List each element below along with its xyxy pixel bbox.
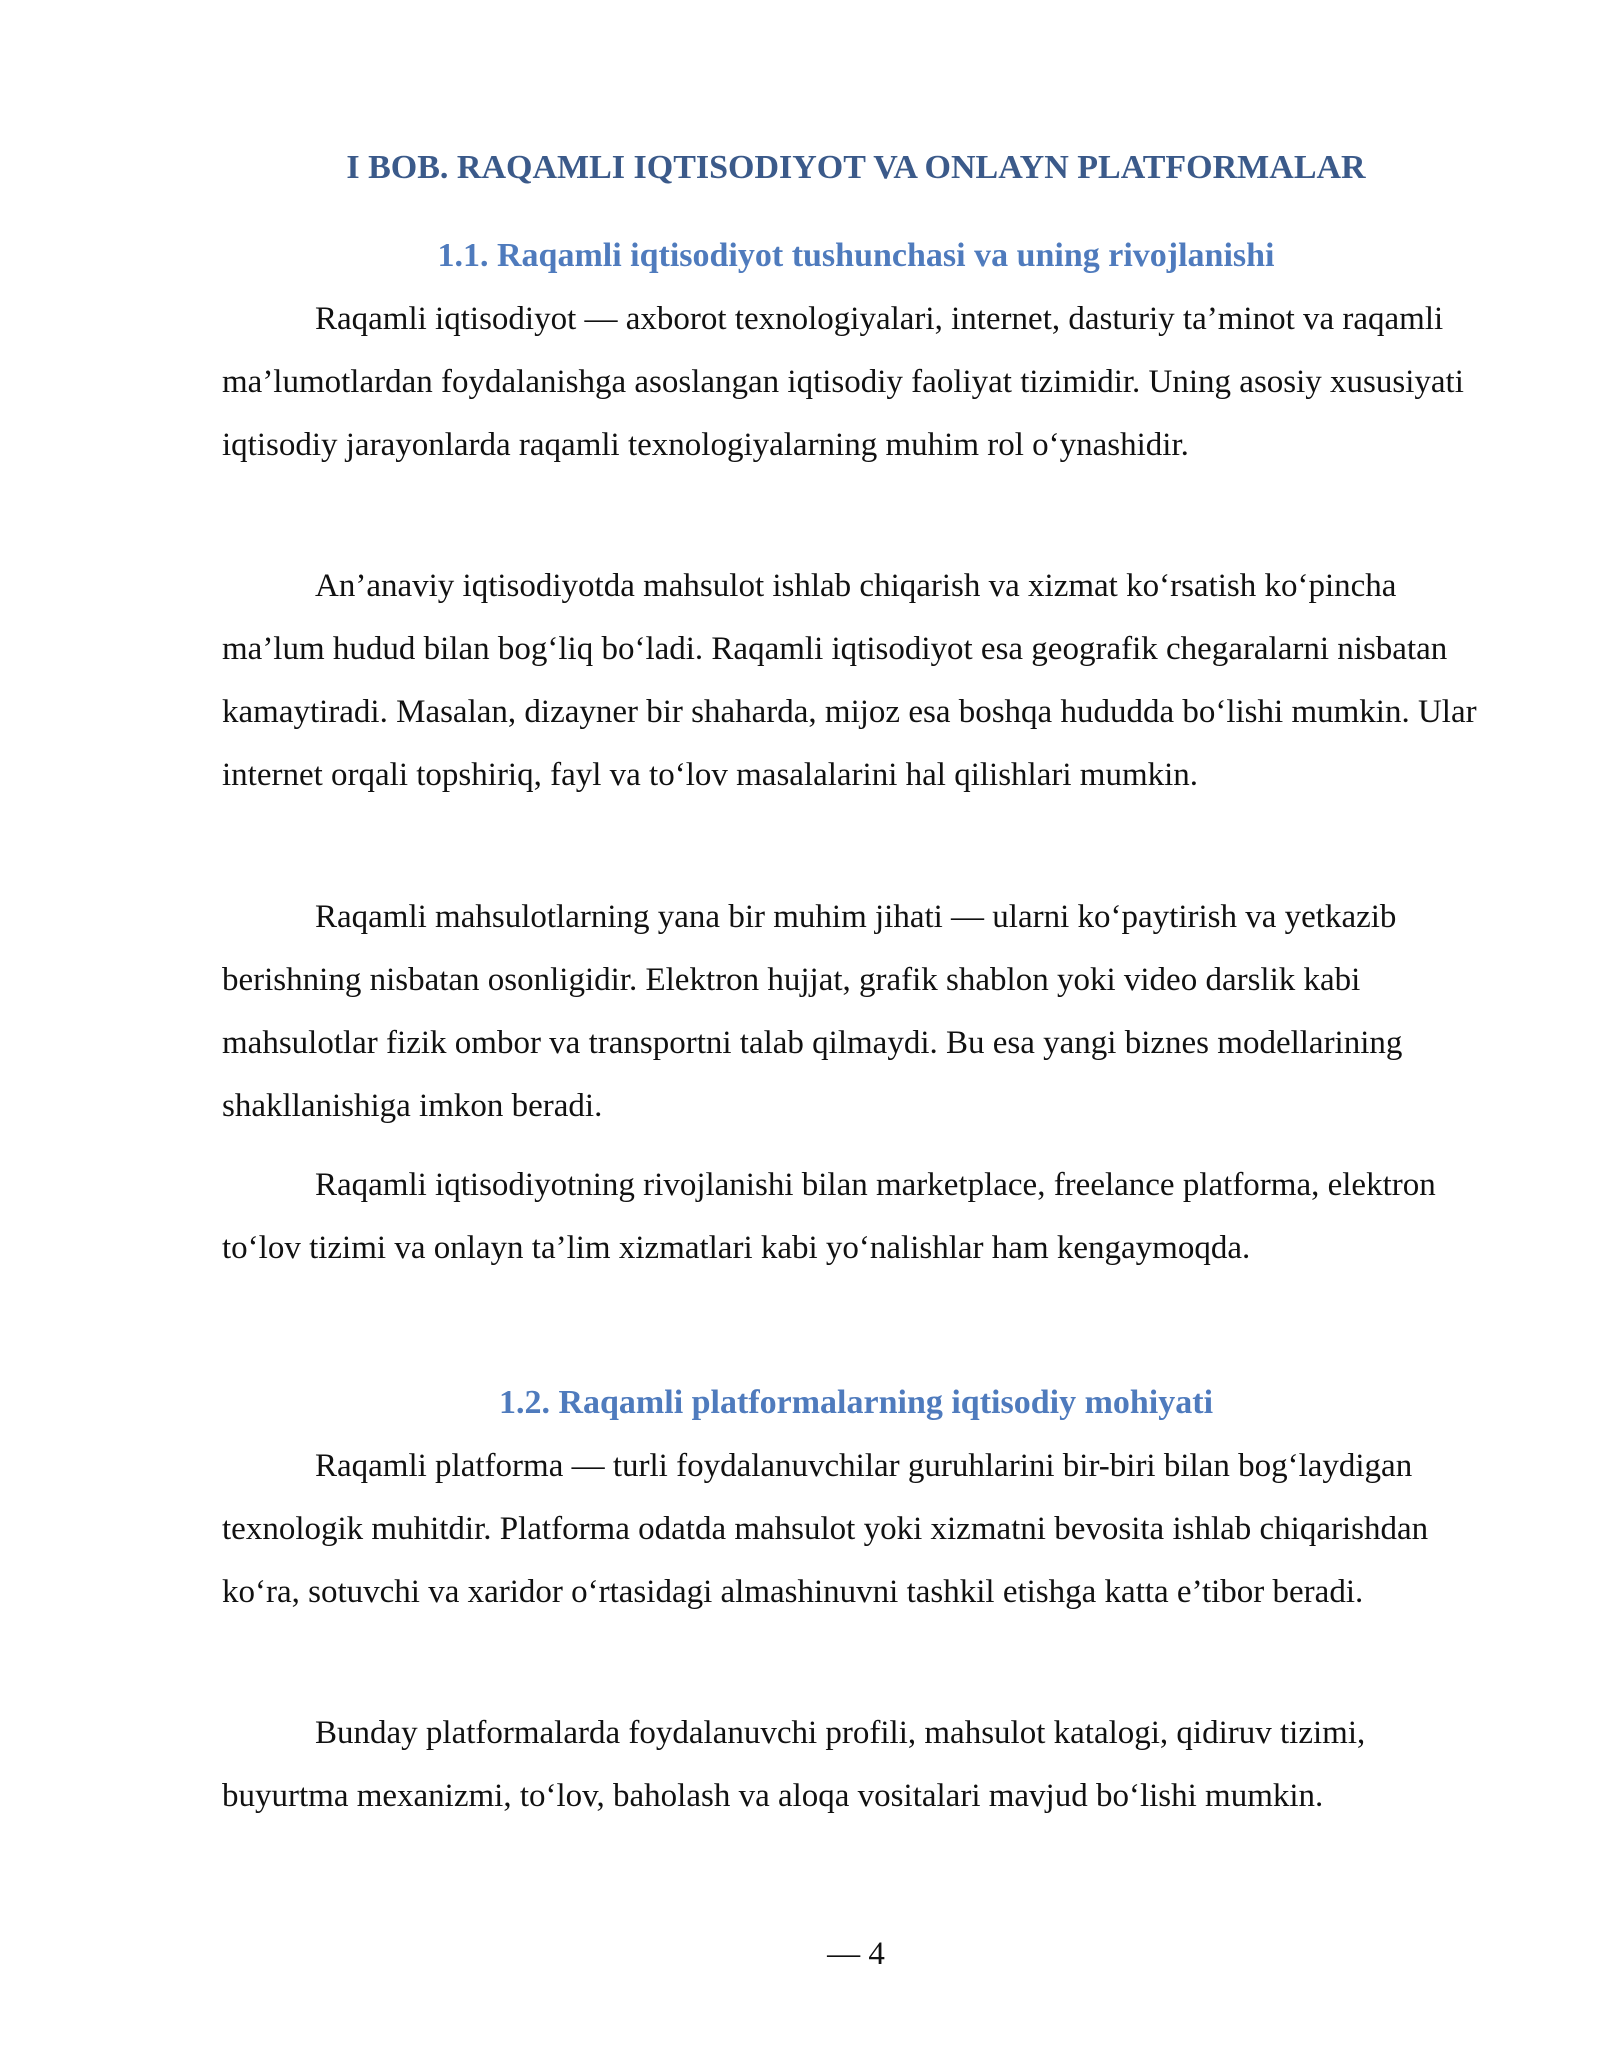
section-title-1-1: 1.1. Raqamli iqtisodiyot tushunchasi va uning rivojlanishi bbox=[437, 237, 1275, 274]
paragraph: Raqamli iqtisodiyotning rivojlanishi bilan marketplace, freelance platforma, elektron to‘lov tizimi va onlayn ta’lim xizmatlari kabi yo‘nalishlar ham kengaymoqda. bbox=[222, 1167, 1436, 1266]
chapter-title: I BOB. RAQAMLI IQTISODIYOT VA ONLAYN PLATFORMALAR bbox=[346, 149, 1366, 186]
paragraph: Raqamli iqtisodiyot — axborot texnologiyalari, internet, dasturiy ta’minot va raqamli ma’lumotlardan foydalanishga asoslangan iqtisodiy faoliyat tizimidir. Uning asosiy xususiyati iqtisodiy jarayonlarda raqamli texnologiyalarning muhim rol o‘ynashidir. bbox=[222, 301, 1464, 463]
paragraph: Bunday platformalarda foydalanuvchi profili, mahsulot katalogi, qidiruv tizimi, buyurtma mexanizmi, to‘lov, baholash va aloqa vositalari mavjud bo‘lishi mumkin. bbox=[222, 1715, 1366, 1814]
page-number: — 4 bbox=[827, 1936, 885, 1972]
section-title-1-2: 1.2. Raqamli platformalarning iqtisodiy mohiyati bbox=[498, 1384, 1214, 1421]
paragraph: An’anaviy iqtisodiyotda mahsulot ishlab chiqarish va xizmat ko‘rsatish ko‘pincha ma’lum hudud bilan bog‘liq bo‘ladi. Raqamli iqtisodiyot esa geografik chegaralarni nisbatan kamaytiradi. Masalan, dizayner bir shaharda, mijoz esa boshqa hududda bo‘lishi mumkin. Ular internet orqali topshiriq, fayl va to‘lov masalalarini hal qilishlari mumkin. bbox=[222, 568, 1477, 793]
paragraph: Raqamli mahsulotlarning yana bir muhim jihati — ularni ko‘paytirish va yetkazib berishning nisbatan osonligidir. Elektron hujjat, grafik shablon yoki video darslik kabi mahsulotlar fizik ombor va transportni talab qilmaydi. Bu esa yangi biznes modellarining shakllanishiga imkon beradi. bbox=[222, 899, 1403, 1124]
paragraph: Raqamli platforma — turli foydalanuvchilar guruhlarini bir-biri bilan bog‘laydigan texnologik muhitdir. Platforma odatda mahsulot yoki xizmatni bevosita ishlab chiqarishdan ko‘ra, sotuvchi va xaridor o‘rtasidagi almashinuvni tashkil etishga katta e’tibor beradi. bbox=[222, 1448, 1429, 1610]
